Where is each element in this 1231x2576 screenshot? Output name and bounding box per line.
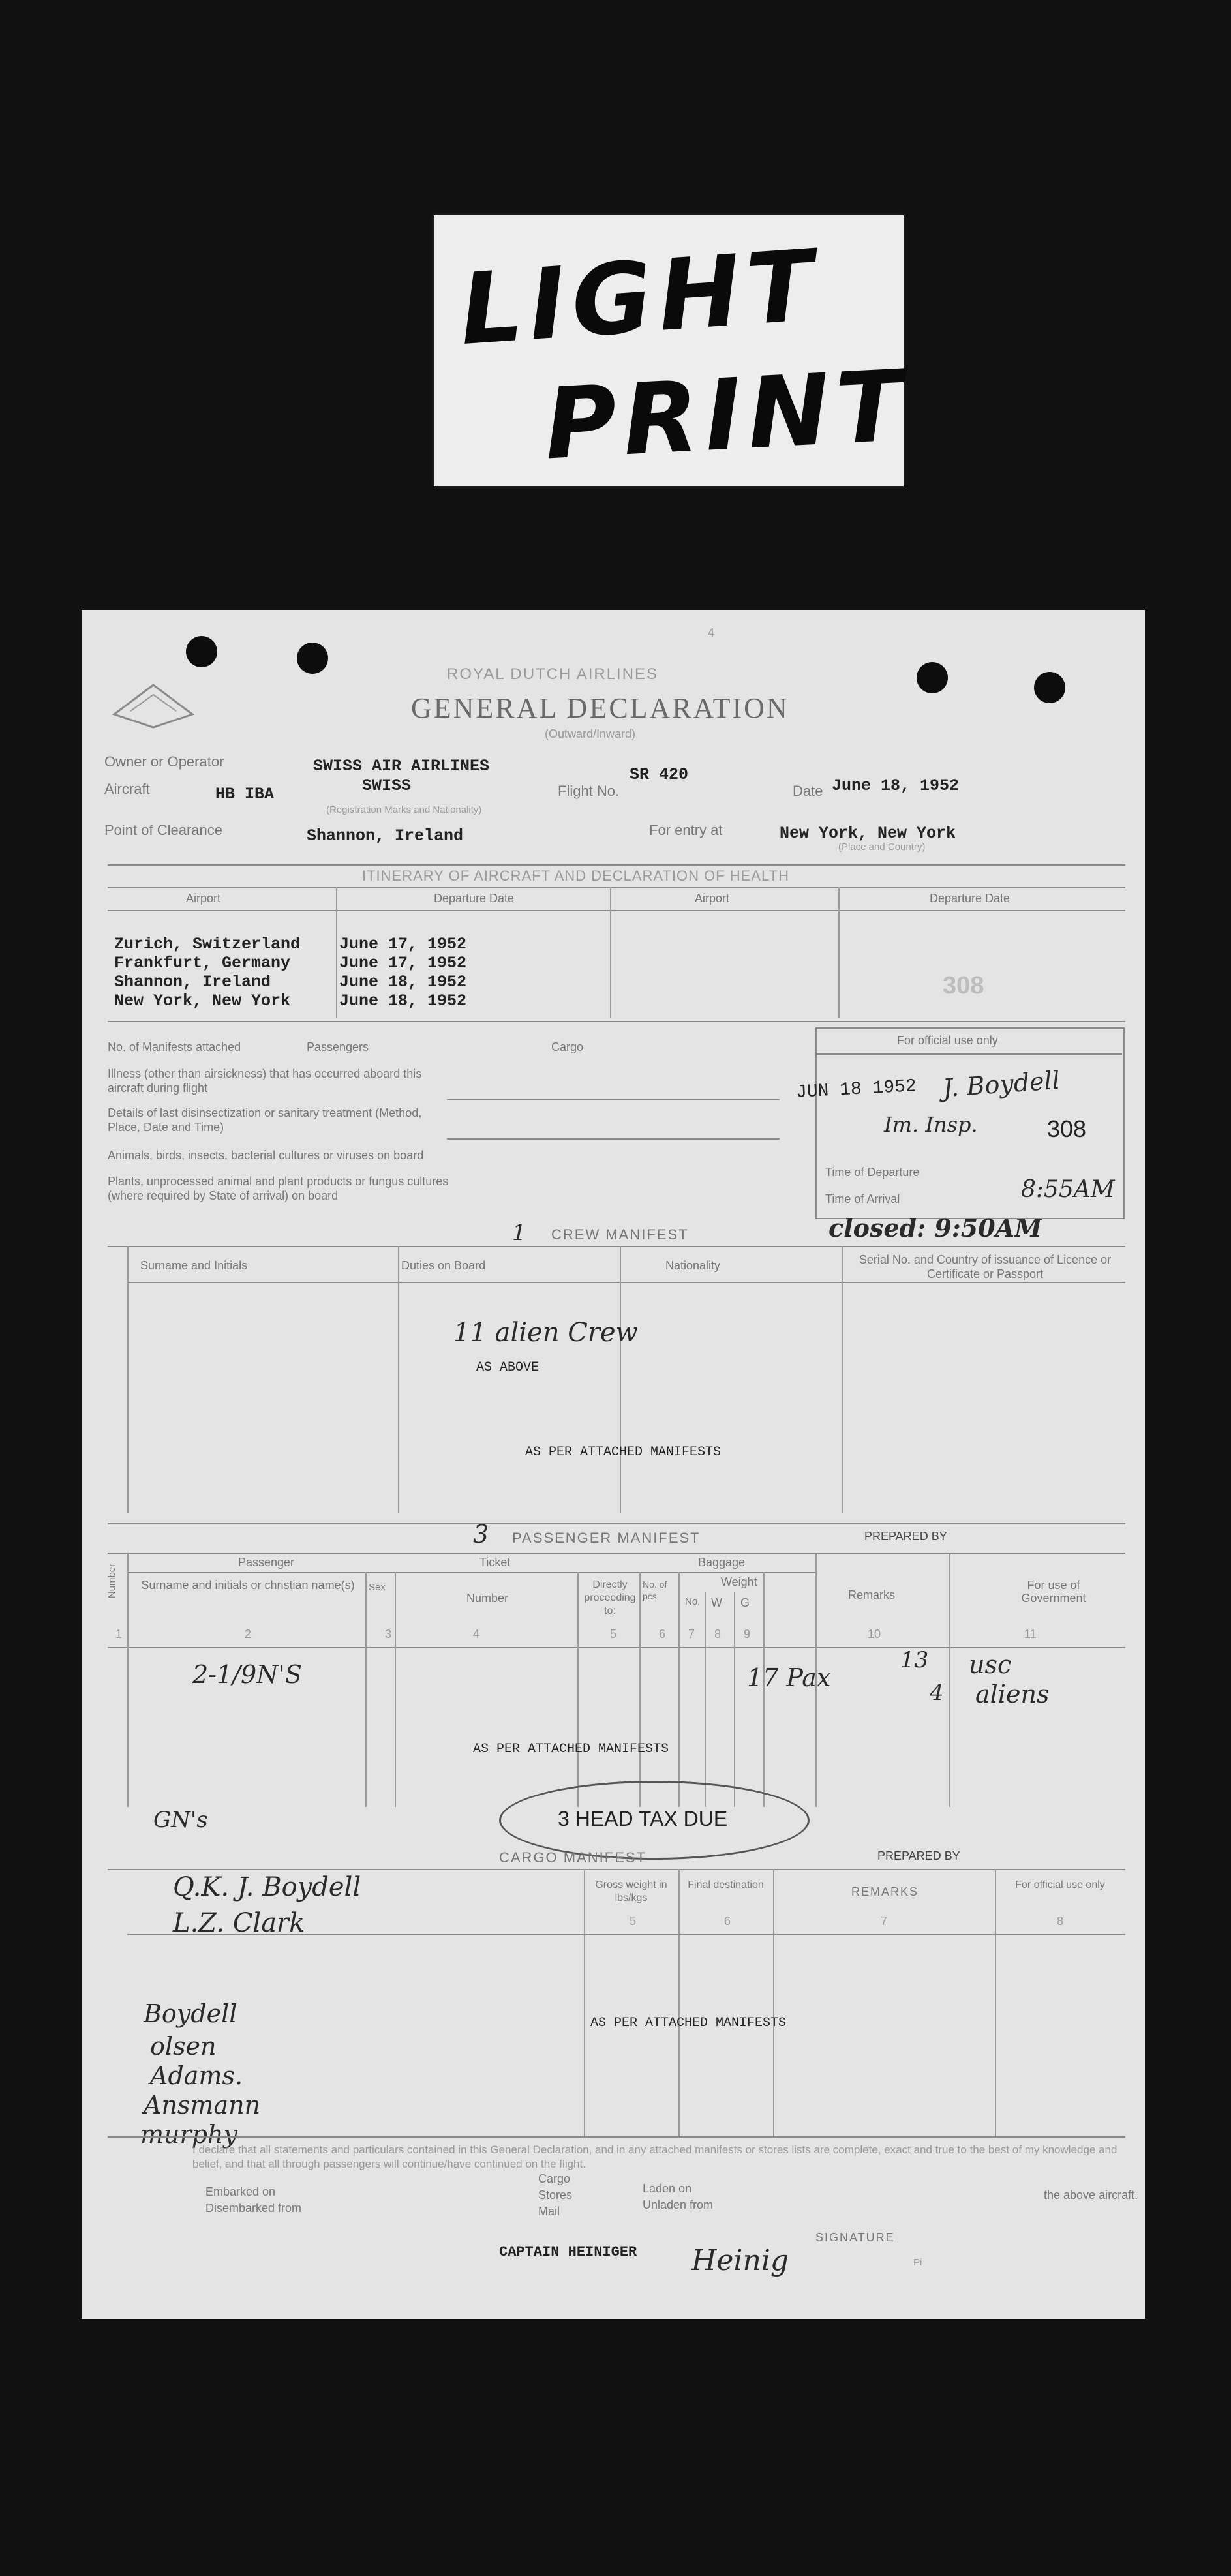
punch-hole-3: [917, 662, 948, 693]
manifests-label: No. of Manifests attached: [108, 1040, 241, 1053]
passenger-hand-pax: 17 Pax: [747, 1663, 831, 1692]
cargo-prepared-by: PREPARED BY: [877, 1849, 960, 1862]
passenger-group-ticket: Ticket: [479, 1556, 511, 1569]
cargo-col-remarks: REMARKS: [851, 1885, 919, 1898]
cargo-hand-name-1: Boydell: [144, 1999, 237, 2028]
passenger-colnum-7: 7: [688, 1628, 695, 1641]
health-line-4: Plants, unprocessed animal and plant products or fungus cultures (where required by State of arrival) on board: [108, 1175, 449, 1202]
cargo-hand-qk: Q.K. J. Boydell: [173, 1872, 361, 1902]
official-use-heading: For official use only: [897, 1034, 998, 1047]
cargo-col-weight: Gross weight in lbs/kgs: [595, 1879, 667, 1903]
cargo-colnum-7: 7: [881, 1915, 888, 1928]
passenger-col-surname: Surname and initials or christian name(s): [141, 1579, 355, 1592]
cargo-hand-name-4: Ansmann: [144, 2091, 261, 2119]
cargo-colnum-8: 8: [1057, 1915, 1064, 1928]
passenger-colnum-10: 10: [868, 1628, 881, 1641]
cargo-label: Cargo: [551, 1040, 584, 1053]
punch-hole-2: [297, 643, 328, 674]
itinerary-col-date-1: Departure Date: [434, 892, 515, 905]
crew-hand-note: 11 alien Crew: [453, 1318, 638, 1348]
declaration-text: I declare that all statements and particulars contained in this General Declaration, and in any attached manifests or stores lists are complete, exact and true to the best of my knowledge and belief, and that all through passengers will continue/have continued on the flight.: [192, 2144, 1117, 2170]
official-signature: J. Boydell: [941, 1065, 1061, 1103]
passenger-hand-13: 13: [900, 1647, 929, 1673]
departure-time-label: Time of Departure: [825, 1166, 920, 1179]
itinerary-date-1: June 17, 1952: [339, 935, 467, 954]
punch-hole-1: [186, 636, 217, 667]
crew-manifest-heading: CREW MANIFEST: [551, 1226, 689, 1243]
cargo-hand-name-3: Adams.: [150, 2061, 243, 2090]
passenger-colnum-9: 9: [744, 1628, 751, 1641]
airline-name: ROYAL DUTCH AIRLINES: [447, 665, 659, 683]
cargo-colnum-5: 5: [630, 1915, 637, 1928]
clearance-value: Shannon, Ireland: [307, 826, 464, 845]
passenger-colnum-8: 8: [714, 1628, 722, 1641]
embarked-label: Embarked on: [205, 2185, 276, 2198]
itinerary-col-date-2: Departure Date: [930, 892, 1011, 905]
passenger-hand-left: 2-1/9N'S: [192, 1660, 302, 1689]
place-country-note: (Place and Country): [838, 841, 926, 853]
arrival-time-label: Time of Arrival: [825, 1192, 900, 1205]
date-value: June 18, 1952: [832, 776, 960, 795]
crew-as-above: AS ABOVE: [476, 1360, 540, 1375]
crew-col-nationality: Nationality: [665, 1259, 721, 1272]
stores-label: Stores: [538, 2189, 573, 2202]
form-title: GENERAL DECLARATION: [411, 692, 789, 724]
cargo-footer-label: Cargo: [538, 2172, 571, 2185]
health-line-2: Details of last disinsectization or sanitary treatment (Method, Place, Date and Time): [108, 1106, 422, 1134]
disembarked-label: Disembarked from: [205, 2202, 302, 2215]
date-label: Date: [793, 783, 823, 799]
passenger-col-pcs: No. of pcs: [643, 1579, 667, 1601]
passenger-hand-gns: GN's: [153, 1807, 208, 1833]
passenger-colnum-5: 5: [610, 1628, 617, 1641]
label-line-2: PRINT: [541, 349, 913, 482]
closed-time-hand: closed: 9:50AM: [828, 1213, 1042, 1243]
cargo-col-destination: Final destination: [688, 1879, 764, 1890]
passenger-col-sex: Sex: [369, 1582, 386, 1593]
passenger-col-destination: Directly proceeding to:: [584, 1579, 636, 1616]
cargo-hand-lz: L.Z. Clark: [173, 1908, 305, 1938]
label-line-1: LIGHT: [456, 228, 824, 368]
passenger-hand-4: 4: [930, 1680, 944, 1706]
head-tax-text: 3 HEAD TAX DUE: [558, 1807, 728, 1830]
passenger-colnum-1: 1: [115, 1628, 123, 1641]
itinerary-heading: ITINERARY OF AIRCRAFT AND DECLARATION OF HEALTH: [362, 868, 789, 884]
passenger-col-w: W: [711, 1596, 722, 1609]
itinerary-col-airport-2: Airport: [695, 892, 730, 905]
laden-label: Laden on: [643, 2182, 692, 2195]
official-inspector: Im. Insp.: [884, 1112, 978, 1137]
passenger-count-hand: 3: [473, 1520, 489, 1549]
captain-signature: Heinig: [691, 2244, 789, 2277]
flight-label: Flight No.: [558, 783, 620, 799]
passenger-colnum-4: 4: [473, 1628, 480, 1641]
owner-value-2: SWISS: [362, 776, 412, 795]
passenger-colnum-2: 2: [245, 1628, 252, 1641]
passenger-col-remarks: Remarks: [848, 1588, 896, 1601]
aircraft-value: HB IBA: [215, 785, 275, 804]
itinerary-col-airport-1: Airport: [186, 892, 221, 905]
arrival-time-hand: 8:55AM: [1021, 1176, 1115, 1203]
crew-col-licence: Serial No. and Country of issuance of Licence or Certificate or Passport: [859, 1253, 1112, 1280]
stamp-number: 308: [1047, 1115, 1087, 1142]
entry-label: For entry at: [649, 822, 723, 838]
passenger-hand-usc: usc: [969, 1650, 1012, 1679]
clearance-label: Point of Clearance: [104, 822, 222, 838]
passenger-weight-label: Weight: [721, 1575, 757, 1588]
light-print-label: [434, 215, 913, 486]
registration-note: (Registration Marks and Nationality): [326, 804, 482, 815]
stamp-date: JUN 18 1952: [795, 1076, 917, 1103]
passenger-col-number: Number: [466, 1592, 509, 1605]
passenger-hand-aliens: aliens: [975, 1680, 1050, 1708]
general-declaration-form: [82, 610, 1145, 2319]
passenger-colnum-6: 6: [659, 1628, 666, 1641]
flight-value: SR 420: [630, 765, 689, 784]
passenger-number-label: Number: [106, 1563, 118, 1599]
passenger-attached: AS PER ATTACHED MANIFESTS: [473, 1742, 669, 1757]
passenger-group-baggage: Baggage: [698, 1556, 746, 1569]
owner-value: SWISS AIR AIRLINES: [313, 757, 490, 776]
form-subtitle: (Outward/Inward): [545, 727, 636, 740]
above-aircraft-label: the above aircraft.: [1044, 2189, 1138, 2202]
itinerary-airport-3: Shannon, Ireland: [114, 973, 271, 992]
cargo-hand-name-2: olsen: [150, 2032, 217, 2061]
passenger-col-no: No.: [685, 1596, 701, 1607]
crew-count-hand: 1: [512, 1220, 526, 1246]
passengers-label: Passengers: [307, 1040, 369, 1053]
punch-hole-4: [1034, 672, 1065, 703]
passenger-col-g: G: [740, 1596, 750, 1609]
health-line-1: Illness (other than airsickness) that has occurred aboard this aircraft during flight: [108, 1067, 422, 1095]
passenger-col-government: For use of Government: [1021, 1579, 1086, 1605]
crew-col-surname: Surname and Initials: [140, 1259, 248, 1272]
airline-logo-icon: [108, 675, 199, 734]
cargo-col-official: For official use only: [1015, 1879, 1105, 1890]
cargo-hand-name-5: murphy: [140, 2120, 237, 2149]
itinerary-airport-2: Frankfurt, Germany: [114, 954, 291, 973]
passenger-colnum-11: 11: [1024, 1628, 1037, 1641]
captain-name: CAPTAIN HEINIGER: [499, 2244, 637, 2260]
passenger-colnum-3: 3: [385, 1628, 392, 1641]
page-mark: 4: [708, 626, 715, 639]
entry-value: New York, New York: [780, 824, 956, 843]
itinerary-date-4: June 18, 1952: [339, 992, 467, 1010]
itinerary-date-2: June 17, 1952: [339, 954, 467, 973]
crew-attached: AS PER ATTACHED MANIFESTS: [525, 1445, 722, 1460]
unladen-label: Unladen from: [643, 2198, 714, 2211]
owner-label: Owner or Operator: [104, 753, 224, 770]
passenger-prepared-by: PREPARED BY: [864, 1530, 947, 1543]
passenger-manifest-heading: PASSENGER MANIFEST: [512, 1530, 701, 1546]
cargo-manifest-heading: CARGO MANIFEST: [499, 1849, 647, 1866]
faint-stamp-number: 308: [943, 972, 984, 999]
pilot-note: Pi: [913, 2257, 922, 2268]
mail-label: Mail: [538, 2205, 560, 2218]
passenger-group-passenger: Passenger: [238, 1556, 295, 1569]
itinerary-airport-4: New York, New York: [114, 992, 291, 1010]
cargo-colnum-6: 6: [724, 1915, 731, 1928]
health-line-3: Animals, birds, insects, bacterial cultures or viruses on board: [108, 1149, 424, 1162]
itinerary-date-3: June 18, 1952: [339, 973, 467, 992]
cargo-attached: AS PER ATTACHED MANIFESTS: [590, 2016, 787, 2031]
aircraft-label: Aircraft: [104, 781, 150, 797]
signature-label: SIGNATURE: [815, 2231, 895, 2244]
crew-col-duties: Duties on Board: [401, 1259, 486, 1272]
itinerary-airport-1: Zurich, Switzerland: [114, 935, 301, 954]
